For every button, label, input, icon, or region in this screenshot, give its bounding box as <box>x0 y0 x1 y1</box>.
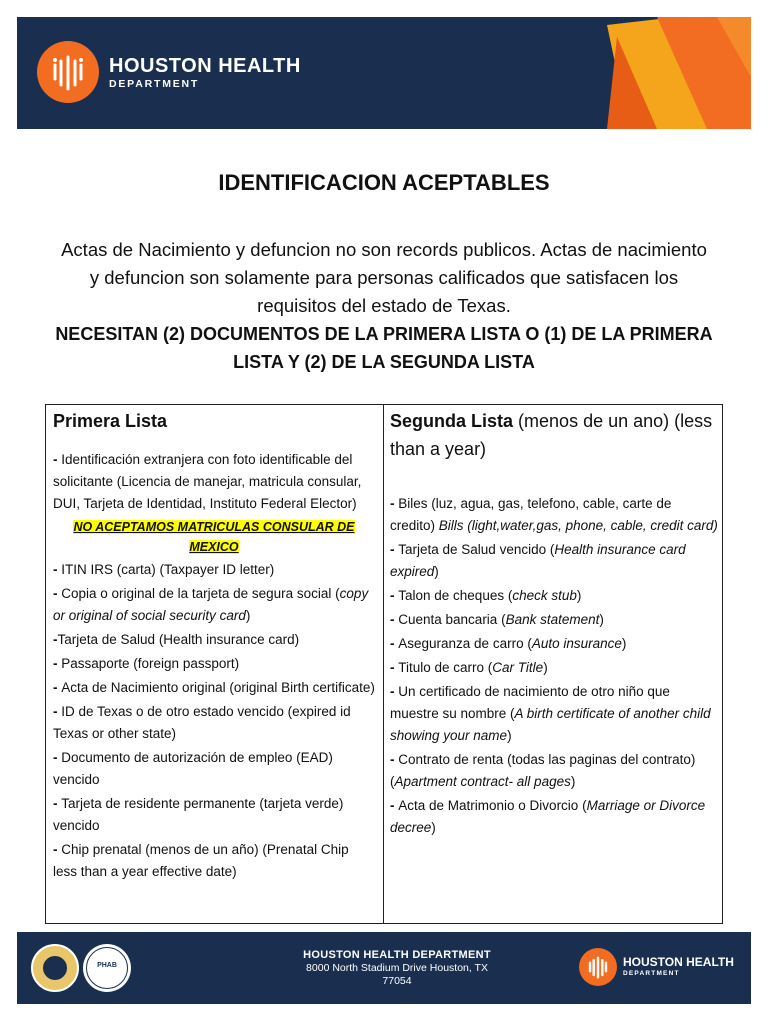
houston-health-logo-icon <box>37 41 99 103</box>
intro-paragraph: Actas de Nacimiento y defuncion no son records publicos. Actas de nacimiento y defuncion son solamente para personas calificados que satisfacen los requisitos del estado de Texas. <box>61 239 707 316</box>
phab-accreditation-seal-icon: PHAB <box>83 944 131 992</box>
header-banner <box>17 17 751 129</box>
document-lists-table <box>45 404 723 924</box>
footer-brand-title: HOUSTON HEALTH <box>623 955 734 969</box>
page-title: IDENTIFICACION ACEPTABLES <box>218 170 550 195</box>
footer-brand-subtitle: DEPARTMENT <box>623 970 680 977</box>
primera-lista-heading: Primera Lista <box>53 411 168 431</box>
list-item: - ITIN IRS (carta) (Taxpayer ID letter) <box>53 562 275 577</box>
list-item: - Titulo de carro (Car Title) <box>390 660 548 675</box>
footer-contact <box>297 948 497 988</box>
matricula-notice: NO ACEPTAMOS MATRICULAS CONSULAR DE MEXICO <box>73 520 355 554</box>
footer-logo-icon <box>579 948 617 986</box>
list-item: - Documento de autorización de empleo (EAD) vencido <box>53 750 333 787</box>
list-item: - Tarjeta de Salud vencido (Health insurance card expired) <box>390 542 686 579</box>
requirement-statement: NECESITAN (2) DOCUMENTOS DE LA PRIMERA LISTA O (1) DE LA PRIMERA LISTA Y (2) DE LA SEGUNDA LISTA <box>55 324 713 372</box>
list-item: - Cuenta bancaria (Bank statement) <box>390 612 604 627</box>
primera-lista-column <box>53 405 375 885</box>
list-item: - Passaporte (foreign passport) <box>53 656 240 671</box>
list-item: - Chip prenatal (menos de un año) (Prenatal Chip less than a year effective date) <box>53 842 349 879</box>
list-item: - Biles (luz, agua, gas, telefono, cable, carte de credito) Bills (light,water,gas, phone, cable, credit card) <box>390 496 718 533</box>
footer-title: HOUSTON HEALTH DEPARTMENT <box>303 949 491 961</box>
footer-banner <box>17 932 751 1004</box>
header-brand <box>109 55 301 91</box>
list-item: - Contrato de renta (todas las paginas del contrato) (Apartment contract- all pages) <box>390 752 696 789</box>
footer-brand <box>623 956 734 978</box>
list-item: - Acta de Nacimiento original (original Birth certificate) <box>53 680 375 695</box>
list-item: - Tarjeta de residente permanente (tarjeta verde) vencido <box>53 796 344 833</box>
column-divider <box>383 405 384 923</box>
list-item: - Identificación extranjera con foto identificable del solicitante (Licencia de manejar, matricula consular, DUI, Tarjeta de Identidad, Instituto Federal Elector) <box>53 452 362 511</box>
city-seal-icon <box>31 944 79 992</box>
brand-subtitle: DEPARTMENT <box>109 78 200 90</box>
brand-title: HOUSTON HEALTH <box>109 55 301 77</box>
list-item: - ID de Texas o de otro estado vencido (expired id Texas or other state) <box>53 704 351 741</box>
segunda-lista-column <box>390 405 718 841</box>
footer-address: 8000 North Stadium Drive Houston, TX 77054 <box>306 962 488 987</box>
segunda-lista-heading: Segunda Lista (menos de un ano) (less than a year) <box>390 411 713 459</box>
list-item: - Talon de cheques (check stub) <box>390 588 582 603</box>
list-item: - Aseguranza de carro (Auto insurance) <box>390 636 627 651</box>
list-item: -Tarjeta de Salud (Health insurance card) <box>53 632 300 647</box>
list-item: - Copia o original de la tarjeta de segura social (copy or original of social security card) <box>53 586 369 623</box>
list-item: - Acta de Matrimonio o Divorcio (Marriage or Divorce decree) <box>390 798 706 835</box>
list-item: - Un certificado de nacimiento de otro niño que muestre su nombre (A birth certificate of another child showing your name) <box>390 684 711 743</box>
